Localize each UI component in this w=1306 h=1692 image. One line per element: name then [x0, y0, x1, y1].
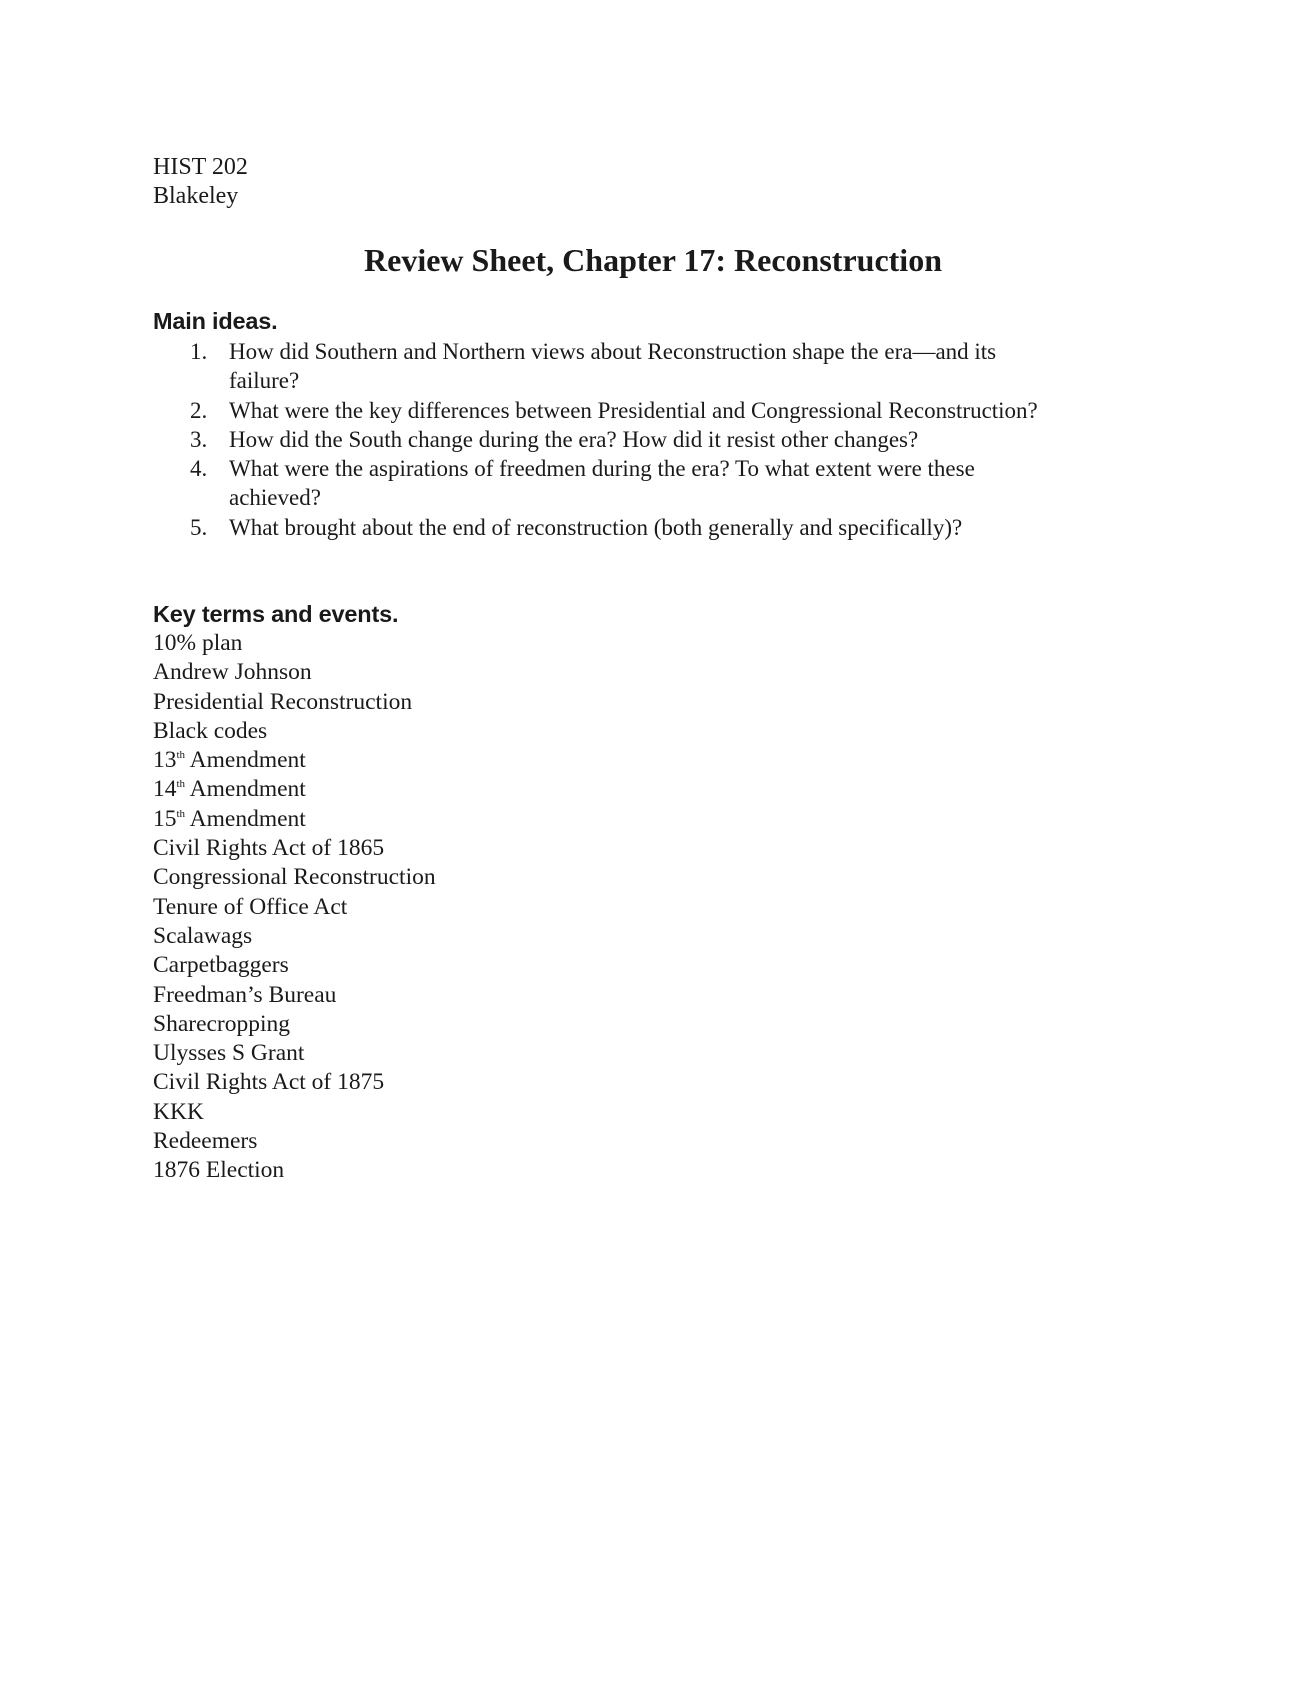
page-title: Review Sheet, Chapter 17: Reconstruction — [364, 242, 942, 278]
term-item — [153, 1039, 436, 1068]
term-item — [153, 1127, 436, 1156]
item-text-continued: failure? — [229, 368, 300, 394]
term-item — [153, 1068, 436, 1097]
term-text: Ulysses S Grant — [153, 1040, 305, 1067]
item-text-continued: achieved? — [229, 485, 321, 511]
item-text: How did Southern and Northern views about Reconstruction shape the era—and its — [229, 339, 997, 364]
instructor-name: Blakeley — [153, 183, 239, 209]
term-item — [153, 746, 436, 775]
term-item — [153, 688, 436, 717]
term-text: Amendment — [185, 776, 306, 803]
term-text: 1876 Election — [153, 1157, 285, 1184]
item-text: How did the South change during the era? How did it resist other changes? — [229, 426, 919, 452]
term-item — [153, 1010, 436, 1039]
item-number: 1. — [190, 339, 208, 364]
ordinal-suffix: th — [176, 778, 186, 791]
term-item — [153, 717, 436, 746]
ordinal-suffix: th — [176, 749, 186, 762]
term-text: Amendment — [185, 805, 306, 832]
item-number: 5. — [190, 514, 208, 540]
item-number: 4. — [190, 456, 208, 482]
term-item — [153, 922, 436, 951]
term-text: Congressional Reconstruction — [153, 864, 436, 891]
item-text: What were the key differences between Presidential and Congressional Reconstruction? — [229, 397, 1038, 423]
term-text: Redeemers — [153, 1128, 258, 1155]
term-text: Civil Rights Act of 1875 — [153, 1069, 385, 1096]
key-terms-list — [153, 629, 436, 1186]
term-item — [153, 1098, 436, 1127]
term-text: 10% plan — [153, 630, 243, 656]
item-text: What brought about the end of reconstruction (both generally and specifically)? — [229, 514, 963, 540]
list-item — [153, 425, 1153, 454]
term-item — [153, 834, 436, 863]
document-header — [153, 153, 248, 211]
list-item — [153, 337, 1153, 396]
term-item — [153, 629, 436, 658]
term-ordinal: 13 — [153, 747, 177, 774]
term-item — [153, 1156, 436, 1185]
term-item — [153, 863, 436, 892]
term-item — [153, 893, 436, 922]
item-number: 3. — [190, 426, 208, 452]
item-text: What were the aspirations of freedmen during the era? To what extent were these — [229, 456, 975, 482]
term-text: Civil Rights Act of 1865 — [153, 835, 385, 862]
term-text: Amendment — [185, 747, 306, 774]
term-text: Freedman’s Bureau — [153, 981, 337, 1008]
term-text: Sharecropping — [153, 1010, 291, 1037]
item-number: 2. — [190, 397, 208, 423]
term-text: KKK — [153, 1098, 204, 1125]
course-code: HIST 202 — [153, 154, 248, 180]
term-item — [153, 805, 436, 834]
term-text: Tenure of Office Act — [153, 893, 348, 920]
list-item — [153, 513, 1153, 542]
term-item — [153, 981, 436, 1010]
term-text: Black codes — [153, 717, 268, 744]
term-ordinal: 15 — [153, 805, 177, 832]
list-item — [153, 454, 1153, 513]
ordinal-suffix: th — [176, 807, 186, 820]
term-item — [153, 951, 436, 980]
term-text: Andrew Johnson — [153, 659, 312, 686]
key-terms-heading: Key terms and events. — [153, 601, 399, 627]
list-item — [153, 396, 1153, 425]
term-text: Carpetbaggers — [153, 952, 289, 979]
term-item — [153, 658, 436, 687]
term-item — [153, 775, 436, 804]
main-ideas-list — [153, 337, 1153, 542]
term-text: Scalawags — [153, 922, 253, 949]
term-text: Presidential Reconstruction — [153, 688, 413, 715]
term-ordinal: 14 — [153, 776, 177, 803]
main-ideas-heading: Main ideas. — [153, 308, 278, 334]
